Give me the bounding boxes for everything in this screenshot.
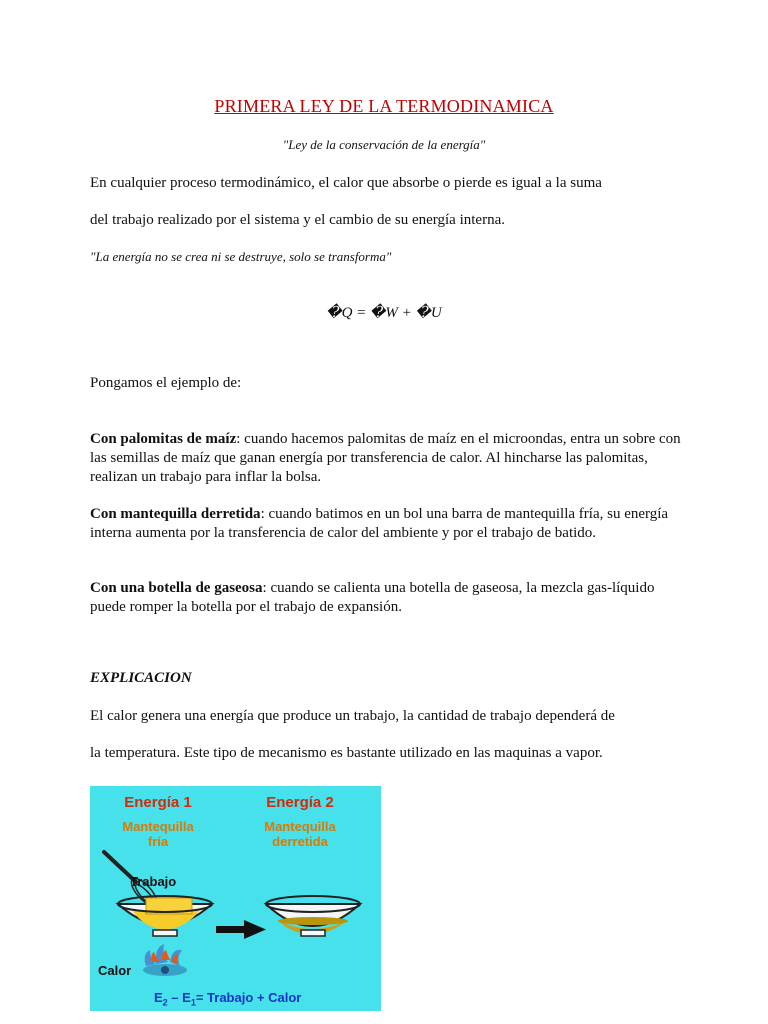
example-soda-text: : cuando se calienta una botella de gaseosa, la mezcla gas-líquido puede romper la botella por el trabajo de expansión.	[90, 580, 655, 615]
quote: "La energía no se crea ni se destruye, solo se transforma"	[90, 249, 392, 264]
page-subtitle: "Ley de la conservación de la energía"	[282, 137, 486, 152]
equation-e2: E	[154, 990, 163, 1005]
example-butter	[90, 505, 690, 543]
explanation-line-2: la temperatura. Este tipo de mecanismo es bastante utilizado en las maquinas a vapor.	[90, 745, 603, 761]
arrow-right-icon	[216, 920, 266, 939]
work-label: Trabajo	[130, 874, 177, 889]
formula: �Q = �W + �U	[326, 305, 442, 321]
energy-1-state	[108, 819, 208, 849]
energy-2-state-line-2: derretida	[272, 834, 328, 849]
energy-1-title: Energía 1	[124, 794, 192, 811]
butter-melting-figure	[90, 786, 381, 1011]
equation-minus-e1: – E	[167, 990, 191, 1005]
example-soda-label: Con una botella de gaseosa	[90, 580, 263, 596]
example-butter-label: Con mantequilla derretida	[90, 506, 261, 522]
energy-2-title: Energía 2	[266, 794, 334, 811]
intro-line-1: En cualquier proceso termodinámico, el calor que absorbe o pierde es igual a la suma	[90, 175, 602, 191]
energy-1-state-line-2: fría	[147, 834, 169, 849]
example-intro: Pongamos el ejemplo de:	[90, 375, 242, 391]
example-popcorn-label: Con palomitas de maíz	[90, 431, 237, 447]
energy-equation	[154, 990, 301, 1008]
example-soda	[90, 579, 690, 617]
explanation-line-1: El calor genera una energía que produce un trabajo, la cantidad de trabajo dependerá de	[90, 708, 615, 724]
equation-rest: = Trabajo + Calor	[195, 990, 302, 1005]
intro-line-2: del trabajo realizado por el sistema y el cambio de su energía interna.	[90, 212, 505, 228]
bowl-with-cold-butter-icon	[118, 896, 212, 936]
explanation-heading: EXPLICACION	[90, 670, 192, 686]
example-butter-text: : cuando batimos en un bol una barra de mantequilla fría, su energía interna aumenta por la transferencia de calor del ambiente y por el trabajo de batido.	[90, 506, 669, 541]
equation-sub-2: 2	[162, 997, 168, 1008]
bowl-with-melted-butter-icon	[266, 896, 360, 936]
heat-label: Calor	[98, 963, 132, 978]
energy-2-state-line-1: Mantequilla	[264, 819, 336, 834]
energy-1-state-line-1: Mantequilla	[122, 819, 194, 834]
example-popcorn-text: : cuando hacemos palomitas de maíz en el microondas, entra un sobre con las semillas de maíz que ganan energía por transferencia de calor. Al hincharse las palomitas, realizan un trabajo para inflar la bolsa.	[90, 431, 681, 485]
page-title: PRIMERA LEY DE LA TERMODINAMICA	[214, 96, 554, 116]
example-popcorn	[90, 430, 690, 487]
equation-sub-1: 1	[190, 997, 196, 1008]
energy-2-state	[250, 819, 350, 849]
burner-flame-icon	[143, 944, 187, 976]
